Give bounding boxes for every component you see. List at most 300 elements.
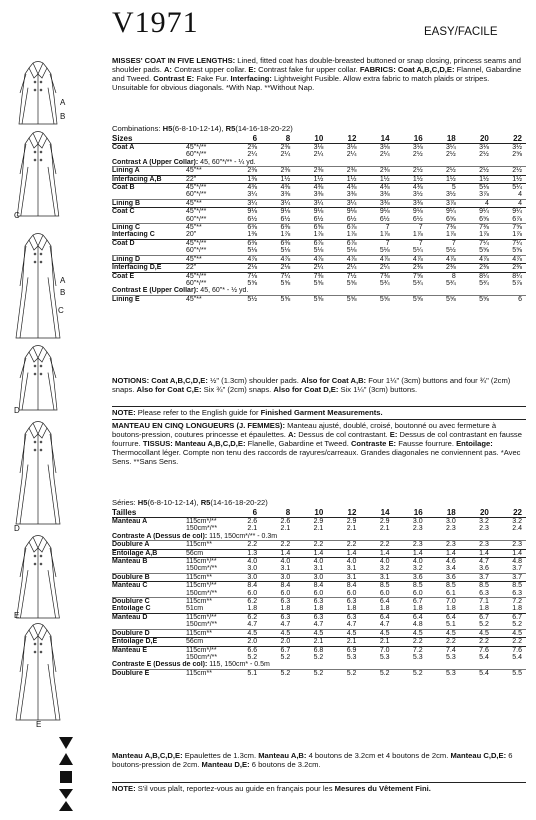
yardage-cell: 6.4: [379, 598, 390, 606]
header-cell: 22: [493, 134, 526, 144]
yardage-cell: 7⅝: [512, 224, 522, 232]
yardage-cell: 5: [451, 184, 456, 192]
yardage-cell: 1½: [412, 175, 423, 183]
header-cell: 20: [460, 508, 493, 518]
coat-drawing: [14, 60, 62, 126]
yardage-cell: 7.6: [479, 646, 489, 654]
yardage-cell: 1⅞: [412, 231, 423, 239]
fabric-width: 60"*/**: [186, 215, 207, 223]
yardage-cell: 6.0: [280, 589, 291, 597]
yardage-cell: 1⅞: [512, 231, 522, 239]
yardage-cell: 4: [518, 199, 522, 207]
yardage-cell: 2½: [446, 167, 456, 175]
yardage-cell: 6.0: [313, 589, 324, 597]
yardage-cell: 3⅜: [379, 199, 390, 207]
fabric-width: 115cm*/**: [186, 613, 217, 621]
header-cell: 8: [261, 508, 294, 518]
yardage-cell: 3.2: [512, 518, 522, 525]
table-row: [112, 247, 526, 255]
yardage-cell: 2.9: [346, 518, 357, 525]
yardage-cell: 6⅞: [346, 239, 357, 247]
coat-drawing: [14, 622, 62, 722]
yardage-cell: 1⅞: [446, 231, 456, 239]
yardage-cell: 4.0: [247, 558, 258, 566]
yardage-cell: 4.7: [479, 558, 489, 566]
fabric-width: 60"*/**: [186, 191, 207, 199]
yardage-cell: 6⅜: [280, 239, 291, 247]
yardage-cell: 8¼: [479, 272, 489, 280]
yardage-cell: 6½: [313, 215, 324, 223]
yardage-cell: 5⅝: [280, 279, 291, 287]
yardage-cell: 7: [385, 239, 390, 247]
yardage-cell: 5.3: [446, 669, 456, 677]
yardage-cell: 5.2: [247, 653, 258, 661]
yardage-cell: 2.3: [479, 525, 489, 533]
yardage-cell: 2.6: [280, 518, 291, 525]
coat-drawing: [14, 534, 62, 620]
yardage-cell: 2.3: [512, 541, 522, 549]
yardage-cell: 7.4: [446, 646, 456, 654]
header-cell: Tailles: [112, 508, 228, 518]
fabric-width: 56cm: [186, 638, 204, 646]
yardage-cell: 6½: [280, 215, 291, 223]
yardage-cell: 3⅜: [280, 191, 291, 199]
yardage-cell: 8.5: [446, 582, 456, 590]
table-row: [112, 525, 526, 532]
yardage-cell: 7½: [346, 272, 357, 280]
yardage-cell: 3¼: [346, 199, 357, 207]
row-label: Doublure B: [112, 573, 150, 581]
table-row: [112, 598, 526, 606]
coat-drawing: [14, 344, 62, 412]
yardage-cell: 1.8: [280, 605, 291, 613]
view-label: E: [36, 720, 42, 729]
yardage-cell: 2.2: [313, 541, 324, 549]
yardage-cell: 6.0: [346, 589, 357, 597]
table-row: [112, 646, 526, 654]
view-label: B: [60, 112, 66, 121]
yardage-cell: 6.0: [379, 589, 390, 597]
yardage-cell: 5⅛: [313, 247, 324, 255]
view-label: D: [14, 406, 20, 415]
view-label: B: [60, 288, 66, 297]
yardage-cell: 8¼: [512, 272, 522, 280]
table-row: [112, 638, 526, 646]
yardage-cell: 2⅜: [512, 264, 522, 272]
yardage-cell: 2⅜: [379, 167, 390, 175]
row-label: Interfacing A,B: [112, 175, 162, 183]
row-label: Doublure E: [112, 669, 150, 677]
yardage-cell: 1½: [479, 175, 489, 183]
yardage-cell: 1½: [346, 175, 357, 183]
yardage-cell: 6.7: [479, 613, 489, 621]
view-label: A: [60, 98, 66, 107]
row-label: Manteau C: [112, 582, 148, 590]
yardage-cell: 2.1: [379, 638, 390, 646]
yardage-cell: 7⅜: [446, 224, 456, 232]
yardage-cell: 7.2: [412, 646, 423, 654]
yardage-cell: 6½: [346, 215, 357, 223]
yardage-cell: 1½: [446, 175, 456, 183]
yardage-cell: 6½: [412, 215, 423, 223]
fabric-width: 45"**: [186, 295, 202, 303]
yardage-cell: 2.0: [280, 638, 291, 646]
yardage-cell: 2.2: [479, 638, 489, 646]
yardage-cell: 6½: [247, 215, 258, 223]
yardage-cell: 2⅜: [313, 167, 324, 175]
yardage-cell: 3.4: [446, 565, 456, 573]
header-cell: 16: [394, 508, 427, 518]
yardage-cell: 6.2: [247, 613, 258, 621]
fabric-width: 56cm: [186, 549, 204, 557]
yardage-cell: 3.2: [412, 565, 423, 573]
yardage-cell: 1.8: [379, 605, 390, 613]
header-cell: 6: [228, 508, 261, 518]
yardage-cell: 3.6: [479, 565, 489, 573]
yardage-cell: 4.8: [412, 621, 423, 629]
table-row: [112, 216, 526, 224]
yardage-cell: 4.5: [412, 629, 423, 637]
yardage-cell: 4⅞: [512, 255, 522, 263]
yardage-cell: 2.3: [479, 541, 489, 549]
yardage-cell: 6.3: [512, 589, 522, 597]
yardage-cell: 3.6: [412, 573, 423, 581]
yardage-cell: 2¼: [247, 151, 258, 159]
yardage-cell: 1.8: [313, 605, 324, 613]
yardage-cell: 4.0: [412, 558, 423, 566]
fabric-width: 45"*/**: [186, 272, 207, 280]
yardage-cell: 4.5: [512, 629, 522, 637]
row-label: Coat D: [112, 239, 135, 247]
yardage-cell: 6.0: [412, 589, 423, 597]
yardage-cell: 4.5: [346, 629, 357, 637]
yardage-cell: 5⅝: [379, 295, 390, 303]
fabric-width: 22": [186, 264, 197, 272]
row-label: Manteau A: [112, 518, 148, 525]
combinations-french: Séries: H5(6-8-10-12-14), R5(14-16-18-20-22): [112, 498, 268, 507]
table-row: [112, 549, 526, 557]
table-row: [112, 590, 526, 598]
fabric-width: 150cm*/**: [186, 621, 218, 629]
description-english: MISSES' COAT IN FIVE LENGTHS: Lined, fitted coat has double-breasted buttoned or snap closing, princess seams and shoulder pads. A: Contrast upper collar. E: Contrast fake fur upper collar. FABRICS: Coat A,B,C,D,E: Flannel, Gabardine and Tweed. Contrast E: Fake Fur. Interfacing: Lightweight Fusible. Allow extra fabric to match plaids or stripes. Unsuitable for obvious diagonals. *With Nap. **Without Nap.: [112, 56, 522, 92]
yardage-cell: 4.5: [379, 629, 390, 637]
yardage-cell: 6.7: [280, 646, 291, 654]
yardage-cell: 3⅛: [379, 144, 390, 151]
row-label: Coat A: [112, 144, 135, 151]
yardage-cell: 3¼: [247, 191, 258, 199]
row-label: Interfacing C: [112, 231, 155, 239]
yardage-cell: 8.5: [512, 582, 522, 590]
fabric-width: 45"**: [186, 255, 202, 263]
yardage-cell: 2.2: [247, 541, 258, 549]
note-english: NOTE: Please refer to the English guide for Finished Garment Measurements.: [112, 408, 383, 417]
table-row: [112, 533, 526, 541]
yardage-cell: 1⅞: [379, 231, 390, 239]
yardage-cell: 6.3: [280, 598, 291, 606]
yardage-cell: 5⅛: [346, 247, 357, 255]
table-row: [112, 280, 526, 287]
yardage-cell: 6.6: [247, 646, 258, 654]
yardage-cell: 7¼: [512, 239, 522, 247]
yardage-cell: 5.3: [346, 653, 357, 661]
yardage-cell: 5.2: [280, 653, 291, 661]
yardage-cell: 2¼: [313, 151, 324, 159]
yardage-cell: 4.0: [280, 558, 291, 566]
yardage-cell: 6⅝: [313, 224, 324, 232]
yardage-cell: 5.3: [412, 653, 423, 661]
yardage-cell: 6.0: [247, 589, 258, 597]
yardage-cell: 5⅝: [313, 295, 324, 303]
yardage-cell: 9⅛: [346, 208, 357, 216]
yardage-cell: 2.2: [446, 638, 456, 646]
table-row: [112, 558, 526, 566]
yardage-cell: 1.4: [379, 549, 390, 557]
coat-drawing: [14, 420, 62, 526]
yardage-cell: 1⅞: [479, 231, 489, 239]
yardage-cell: 4⅜: [247, 184, 258, 192]
yardage-cell: 1.4: [313, 549, 324, 557]
yardage-cell: 1.4: [280, 549, 291, 557]
header-cell: 10: [294, 134, 327, 144]
row-label: [112, 565, 184, 573]
yardage-cell: 4.5: [446, 629, 456, 637]
yardage-cell: 3.1: [280, 565, 291, 573]
header-cell: 20: [460, 134, 493, 144]
yardage-cell: 1.8: [512, 605, 522, 613]
fabric-width: 22": [186, 175, 197, 183]
yardage-cell: 2.2: [512, 638, 522, 646]
row-label: Manteau B: [112, 558, 148, 566]
yardage-cell: 6.3: [280, 613, 291, 621]
row-label: Manteau E: [112, 646, 148, 654]
yardage-cell: 3.7: [479, 573, 489, 581]
yardage-cell: 2.3: [446, 541, 456, 549]
yardage-cell: 1⅜: [247, 231, 258, 239]
header-cell: 12: [327, 134, 360, 144]
yardage-cell: 2⅝: [512, 151, 522, 159]
view-label: D: [14, 524, 20, 533]
header-cell: 14: [360, 508, 393, 518]
table-row: [112, 144, 526, 152]
yardage-cell: 5.1: [446, 621, 456, 629]
yardage-cell: 4⅞: [446, 255, 456, 263]
yardage-cell: 5.2: [313, 653, 324, 661]
yardage-cell: 2⅜: [446, 264, 456, 272]
fabric-width: 45"*/**: [186, 239, 207, 247]
yardage-cell: 5.2: [479, 621, 489, 629]
yardage-cell: 3⅛: [479, 144, 489, 151]
yardage-cell: 3¼: [247, 199, 258, 207]
row-label: Entoilage C: [112, 605, 151, 613]
yardage-cell: 4.7: [313, 621, 324, 629]
yardage-cell: 7⅜: [379, 272, 390, 280]
fabric-width: 115cm**: [186, 629, 212, 637]
yardage-cell: 1⅜: [247, 175, 258, 183]
fabric-width: 20": [186, 231, 197, 239]
yardage-cell: 5⅝: [479, 247, 489, 255]
yardage-cell: 3.2: [379, 565, 390, 573]
yardage-cell: 2.1: [313, 525, 324, 533]
yardage-cell: 6.1: [446, 589, 456, 597]
yardage-cell: 4⅜: [346, 184, 357, 192]
yardage-cell: 7: [451, 239, 456, 247]
yardage-cell: 4⅜: [313, 184, 324, 192]
row-label: Interfacing D,E: [112, 264, 162, 272]
yardage-cell: 8.4: [280, 582, 291, 590]
yardage-cell: 8.5: [379, 582, 390, 590]
yardage-cell: 1½: [280, 175, 291, 183]
yardage-cell: 6.3: [313, 598, 324, 606]
yardage-cell: 2.1: [247, 525, 258, 533]
table-row: [112, 264, 526, 272]
yardage-cell: 3⅜: [379, 191, 390, 199]
row-label: Lining E: [112, 295, 140, 303]
yardage-cell: 6.3: [346, 613, 357, 621]
yardage-cell: 5⅝: [512, 247, 522, 255]
yardage-cell: 6.8: [313, 646, 324, 654]
fabric-width: 115cm*/**: [186, 582, 217, 590]
yardage-cell: 3.0: [313, 573, 324, 581]
yardage-cell: 8: [451, 272, 456, 280]
yardage-cell: 1.4: [346, 549, 357, 557]
yardage-cell: 6⅞: [313, 239, 324, 247]
table-row: [112, 621, 526, 629]
yardage-cell: 5.2: [346, 669, 357, 677]
yardage-cell: 7: [418, 224, 423, 232]
view-label: E: [14, 611, 20, 620]
yardage-cell: 5⅝: [446, 295, 456, 303]
yardage-cell: 5⅝: [346, 295, 357, 303]
yardage-cell: 2¼: [379, 151, 390, 159]
header-cell: 6: [228, 134, 261, 144]
row-label: Entoilage A,B: [112, 549, 158, 557]
yardage-cell: 7⅜: [313, 272, 324, 280]
row-label: Lining A: [112, 167, 140, 175]
table-row: [112, 661, 526, 669]
yardage-cell: 2.3: [446, 525, 456, 533]
yardage-cell: 5⅝: [479, 295, 489, 303]
row-label: Doublure A: [112, 541, 150, 549]
yardage-cell: 7.0: [379, 646, 390, 654]
row-label: Contraste A (Dessus de col): 115, 150cm*/** - 0.3m: [112, 532, 278, 540]
yardage-cell: 5½: [247, 295, 258, 303]
yardage-cell: 6.3: [479, 589, 489, 597]
yardage-cell: 2⅜: [247, 167, 258, 175]
yardage-cell: 3¼: [280, 199, 291, 207]
yardage-cell: 6⅜: [247, 224, 258, 232]
yardage-cell: 4⅞: [313, 255, 324, 263]
fabric-width: 115cm*/**: [186, 518, 217, 525]
yardage-cell: 4⅞: [247, 255, 258, 263]
yardage-cell: 2.1: [280, 525, 291, 533]
yardage-cell: 5⅝: [280, 295, 291, 303]
yardage-cell: 6⅝: [446, 215, 456, 223]
yardage-cell: 5⅞: [512, 279, 522, 287]
yardage-cell: 1.4: [479, 549, 489, 557]
yardage-cell: 2⅜: [412, 264, 423, 272]
yardage-cell: 9⅛: [313, 208, 324, 216]
fabric-width: 115cm**: [186, 598, 212, 606]
yardage-cell: 5.4: [479, 653, 489, 661]
yardage-cell: 6⅞: [346, 224, 357, 232]
yardage-cell: 4⅞: [412, 255, 423, 263]
fabric-width: 45"*/**: [186, 144, 207, 151]
yardage-cell: 1½: [379, 175, 390, 183]
fabric-width: 51cm: [186, 605, 204, 613]
yardage-cell: 1⅞: [313, 231, 324, 239]
coat-drawing: [14, 130, 62, 218]
fabric-width: 45"*/**: [186, 184, 207, 192]
yardage-cell: 7⅜: [479, 224, 489, 232]
table-row: [112, 613, 526, 621]
header-cell: 12: [327, 508, 360, 518]
fabric-width: 115cm**: [186, 573, 212, 581]
yardage-cell: 6.4: [446, 613, 456, 621]
yardage-cell: 7.0: [446, 598, 456, 606]
table-row: [112, 287, 526, 295]
yardage-cell: 7⅛: [247, 272, 258, 280]
yardage-cell: 3.0: [280, 573, 291, 581]
yardage-cell: 2⅜: [280, 144, 291, 151]
row-label: Coat E: [112, 272, 135, 280]
yardage-cell: 4.0: [379, 558, 390, 566]
yardage-cell: 8.5: [412, 582, 423, 590]
table-row: [112, 605, 526, 613]
yardage-cell: 2½: [512, 167, 522, 175]
yardage-cell: 3¼: [313, 199, 324, 207]
yardage-cell: 5⅛: [479, 184, 489, 192]
yardage-cell: 5⅝: [313, 279, 324, 287]
row-label: Doublure C: [112, 598, 150, 606]
table-row: [112, 159, 526, 167]
notions-english: NOTIONS: Coat A,B,C,D,E: ½" (1.3cm) shoulder pads. Also for Coat A,B: Four 1¼" (3cm) buttons and four ¾" (2cm) snaps. Also for Coat C,E: Six ¾" (2cm) snaps. Also for Coat D,E: Six 1¼" (3cm) buttons.: [112, 376, 511, 394]
yardage-cell: 6: [518, 295, 522, 303]
yardage-cell: 2.0: [247, 638, 258, 646]
description-french: MANTEAU EN CINQ LONGUEURS (J. FEMMES): Manteau ajusté, doublé, croisé, boutonné ou avec fermeture à boutons-pression, coutures princesse et épaulettes. A: Dessus de col contrastant. E: Dessus de col contrastant en fausse fourrure. TISSUS: Manteau A,B,C,D,E: Flanelle, Gabardine et Tweed. Contraste E: Fausse fourrure. Entoilage: Thermocollant léger. Compte non tenu des raccords de rayures/carreaux. Grandes diagonales ne conviennent pas. *Avec Sens. **Sans Sens.: [112, 421, 522, 466]
row-label: [112, 191, 184, 199]
row-label: [112, 151, 184, 158]
yardage-cell: 8.4: [346, 582, 357, 590]
yardage-cell: 1.3: [247, 549, 258, 557]
yardage-cell: 1⅞: [346, 231, 357, 239]
pattern-number: V1971: [112, 6, 199, 39]
yardage-cell: 2.2: [346, 541, 357, 549]
yardage-cell: 2.6: [247, 518, 258, 525]
yardage-cell: 4.6: [446, 558, 456, 566]
yardage-cell: 2.1: [379, 525, 390, 533]
yardage-cell: 7.2: [512, 598, 522, 606]
row-label: Entoilage D,E: [112, 638, 158, 646]
fabric-width: 150cm*/**: [186, 589, 218, 597]
yardage-cell: 9⅛: [412, 208, 423, 216]
yardage-cell: 2⅜: [479, 264, 489, 272]
table-row: [112, 295, 526, 303]
row-label: Coat B: [112, 184, 135, 192]
yardage-cell: 3⅛: [412, 144, 423, 151]
yardage-cell: 2¼: [346, 151, 357, 159]
yardage-cell: 3½: [412, 191, 423, 199]
yardage-cell: 9¼: [479, 208, 489, 216]
yardage-cell: 4.5: [247, 629, 258, 637]
view-label: A: [60, 276, 66, 285]
yardage-cell: 2.1: [313, 638, 324, 646]
yardage-cell: 3⅛: [313, 144, 324, 151]
table-row: [112, 231, 526, 239]
yardage-cell: 6.4: [379, 613, 390, 621]
table-row: [112, 255, 526, 263]
header-cell: 14: [360, 134, 393, 144]
yardage-cell: 2.2: [412, 638, 423, 646]
